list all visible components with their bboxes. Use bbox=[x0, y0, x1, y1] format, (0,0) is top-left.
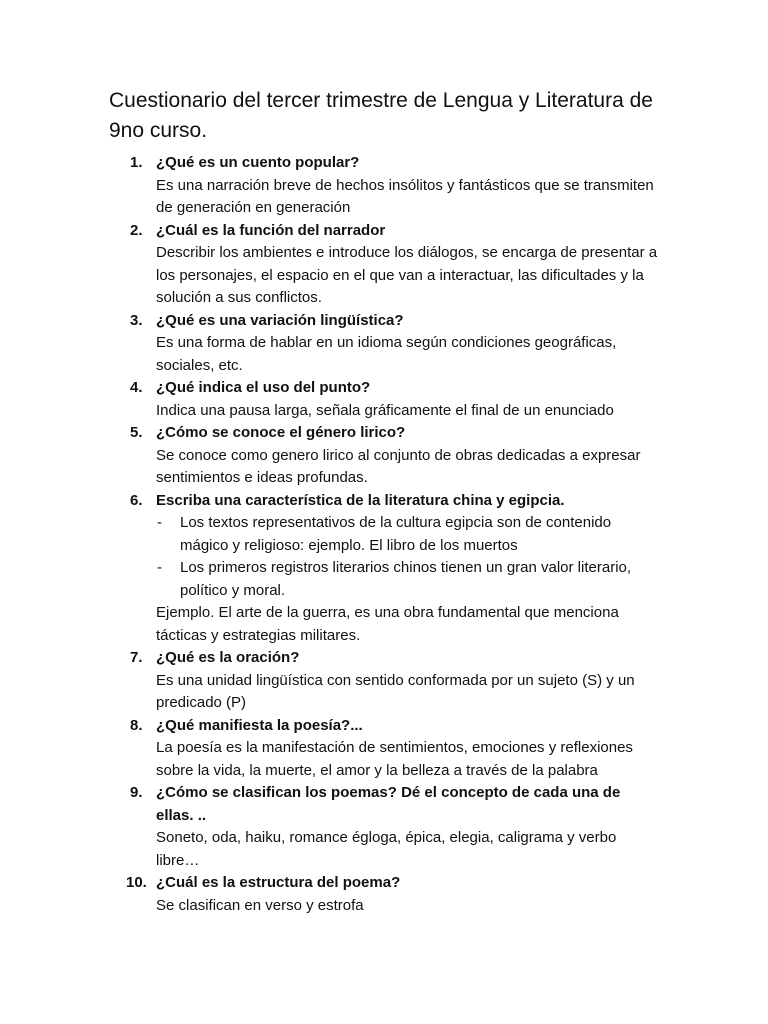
question-number: 10. bbox=[126, 874, 147, 891]
question-number: 8. bbox=[130, 716, 143, 734]
question-item-1 bbox=[0, 152, 768, 220]
bullet-item bbox=[157, 512, 660, 557]
question-number: 9. bbox=[130, 784, 143, 801]
answer-text: Es una unidad lingüística con sentido conformada por un sujeto (S) y un predicado (P) bbox=[156, 671, 635, 711]
answer-text: Ejemplo. El arte de la guerra, es una obra fundamental que menciona tácticas y estrategias militares. bbox=[156, 604, 619, 644]
question-number: 4. bbox=[130, 379, 143, 396]
answer-text: Se clasifican en verso y estrofa bbox=[156, 896, 364, 914]
question-text: ¿Qué es un cuento popular? bbox=[156, 154, 360, 171]
question-item-4 bbox=[0, 377, 768, 422]
question-text: Escriba una característica de la literatura china y egipcia. bbox=[156, 491, 565, 509]
question-number: 2. bbox=[130, 221, 143, 239]
question-item-6 bbox=[0, 490, 768, 648]
question-item-7 bbox=[0, 647, 768, 715]
question-item-3 bbox=[0, 310, 768, 378]
bullet-list bbox=[0, 512, 768, 602]
bullet-text: Los primeros registros literarios chinos tienen un gran valor literario, político y moral. bbox=[180, 559, 632, 599]
answer-text: Es una forma de hablar en un idioma según condiciones geográficas, sociales, etc. bbox=[156, 334, 617, 374]
question-item-9 bbox=[0, 782, 768, 872]
page-title: Cuestionario del tercer trimestre de Lengua y Literatura de 9no curso. bbox=[109, 89, 653, 142]
bullet-item bbox=[157, 557, 660, 602]
bullet-marker: - bbox=[157, 514, 162, 531]
bullet-text: Los textos representativos de la cultura egipcia son de contenido mágico y religioso: ejemplo. El libro de los muertos bbox=[180, 514, 612, 554]
question-text: ¿Qué indica el uso del punto? bbox=[156, 379, 371, 396]
question-text: ¿Cuál es la función del narrador bbox=[156, 221, 386, 239]
question-number: 5. bbox=[130, 424, 143, 441]
answer-text: Es una narración breve de hechos insólitos y fantásticos que se transmiten de generación en generación bbox=[156, 176, 654, 216]
answer-text: Soneto, oda, haiku, romance égloga, épica, elegia, caligrama y verbo libre… bbox=[156, 829, 617, 869]
question-item-8 bbox=[0, 715, 768, 783]
question-text: ¿Cuál es la estructura del poema? bbox=[156, 874, 401, 891]
question-item-10 bbox=[0, 872, 768, 917]
question-item-2 bbox=[0, 220, 768, 310]
question-text: ¿Cómo se clasifican los poemas? Dé el concepto de cada una de ellas. .. bbox=[156, 784, 621, 824]
question-text: ¿Qué es una variación lingüística? bbox=[156, 311, 404, 329]
question-number: 3. bbox=[130, 311, 143, 329]
answer-text: Indica una pausa larga, señala gráficamente el final de un enunciado bbox=[156, 401, 614, 419]
bullet-marker: - bbox=[157, 559, 162, 576]
question-list bbox=[0, 152, 768, 917]
answer-text: Se conoce como genero lirico al conjunto de obras dedicadas a expresar sentimientos e ideas profundas. bbox=[156, 446, 641, 486]
question-text: ¿Cómo se conoce el género lirico? bbox=[156, 424, 406, 441]
question-number: 7. bbox=[130, 649, 143, 666]
question-number: 1. bbox=[130, 154, 143, 171]
question-text: ¿Qué es la oración? bbox=[156, 649, 300, 666]
answer-text: Describir los ambientes e introduce los diálogos, se encarga de presentar a los personajes, el espacio en el que van a interactuar, las dificultades y la solución a sus conflictos. bbox=[156, 244, 658, 306]
question-item-5 bbox=[0, 422, 768, 490]
question-number: 6. bbox=[130, 491, 143, 509]
question-text: ¿Qué manifiesta la poesía?... bbox=[156, 716, 363, 734]
answer-text: La poesía es la manifestación de sentimientos, emociones y reflexiones sobre la vida, la muerte, el amor y la belleza a través de la palabra bbox=[156, 739, 633, 779]
